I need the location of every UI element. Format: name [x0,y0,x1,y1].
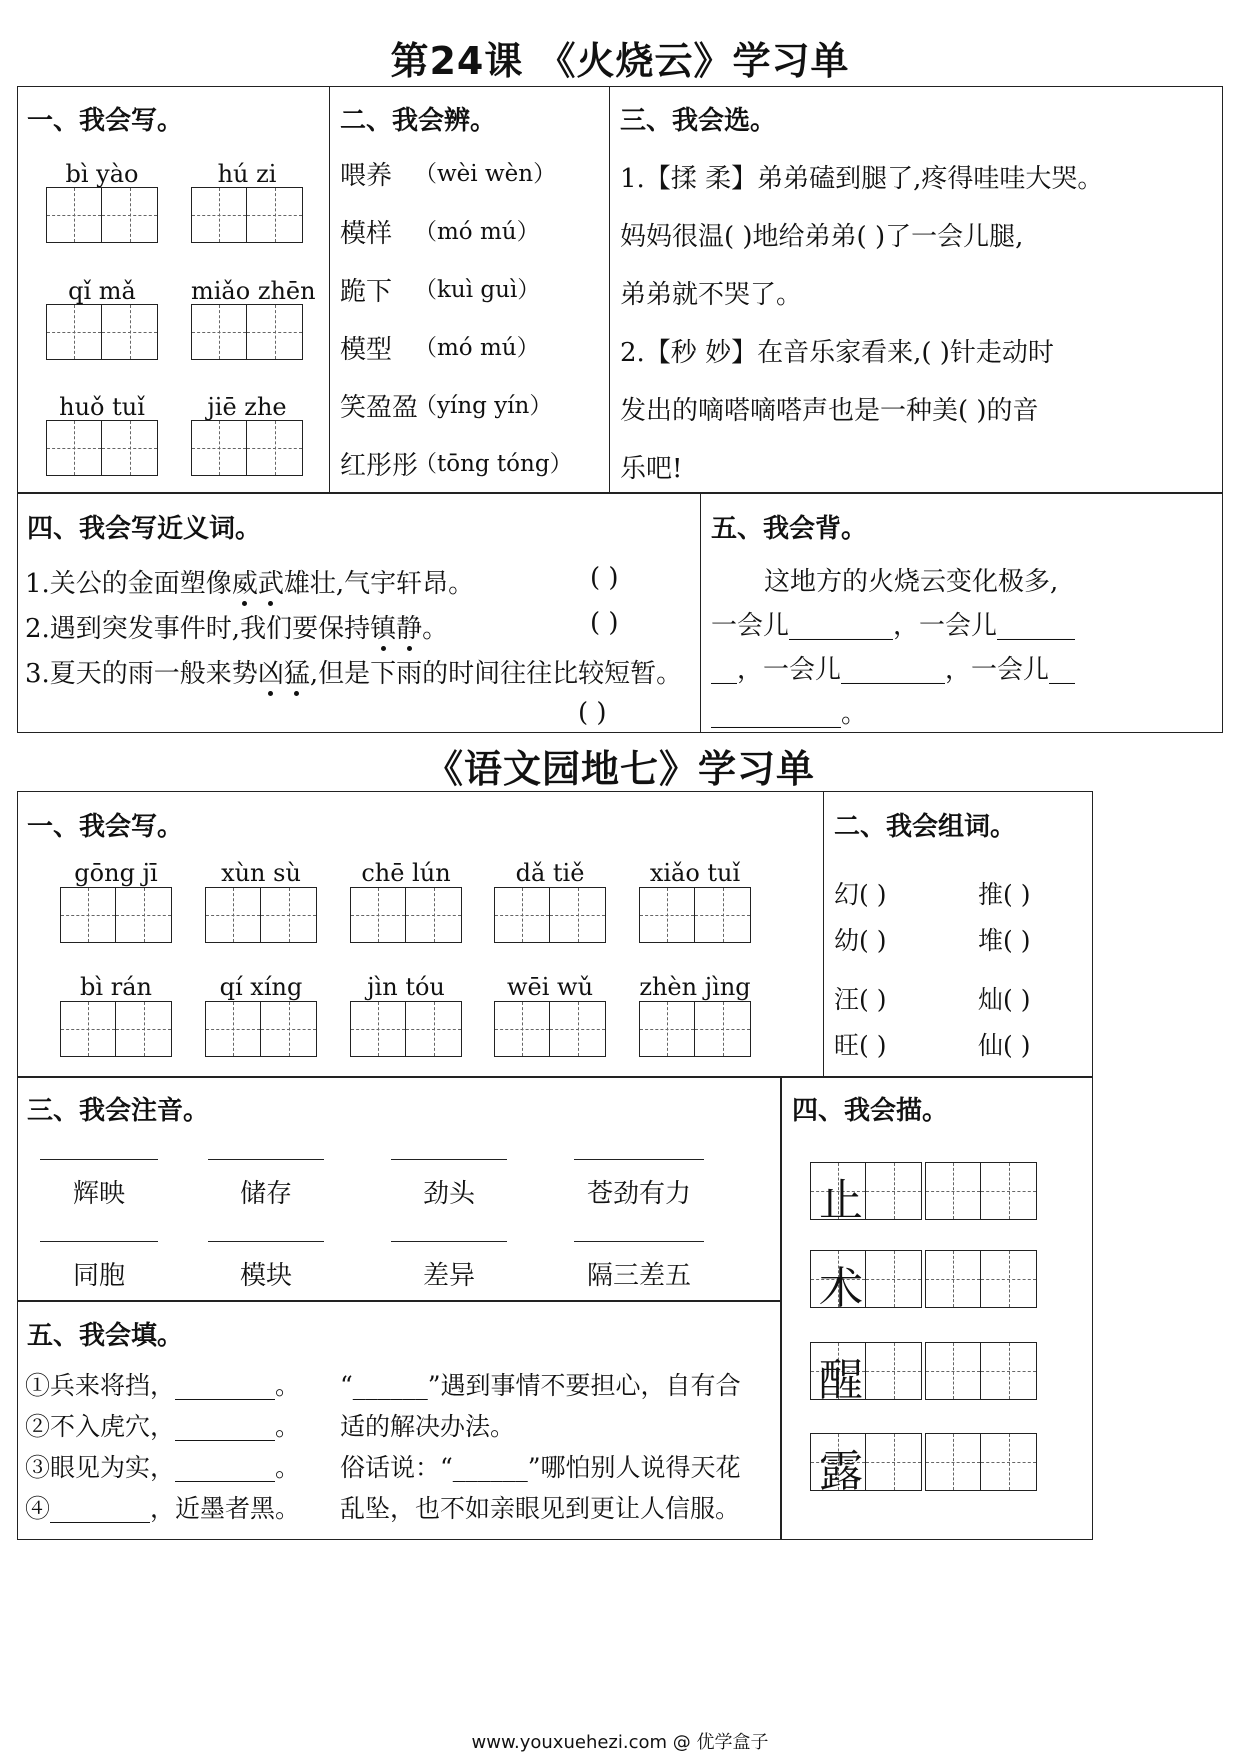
distinguish-word: 喂养 [340,161,393,191]
answer-paren[interactable]: ( ) [590,563,619,593]
synonym-sentence: 1.关公的金面塑像威武雄壮,气宇轩昂。 [25,569,475,599]
pinyin-answer-line[interactable] [208,1241,324,1242]
section-heading: 一、我会写。 [27,812,184,842]
recite-line: __，一会儿________，一会儿__ [711,655,1076,685]
trace-character: 术 [819,1263,863,1314]
writing-box[interactable] [46,420,158,476]
word-pair-blank: 幻( ) [834,880,887,909]
recite-line: 一会儿________，一会儿______ [711,611,1076,641]
pinyin-word: 模块 [239,1261,292,1291]
pinyin-label: bì yào [65,160,139,188]
section-heading: 二、我会组词。 [834,812,1017,842]
writing-box[interactable] [205,887,317,943]
writing-box[interactable] [46,187,158,243]
word-pair-blank: 灿( ) [978,985,1031,1014]
writing-box[interactable] [205,1001,317,1057]
pinyin-label: bì rán [80,973,152,1001]
pinyin-options: （kuì guì） [414,277,541,303]
synonym-sentence: 3.夏天的雨一般来势凶猛,但是下雨的时间往往比较短暂。 [25,659,683,689]
pinyin-word: 辉映 [72,1179,125,1209]
choose-line: 乐吧! [620,454,683,484]
pinyin-answer-line[interactable] [40,1241,158,1242]
pinyin-label: huǒ tuǐ [59,393,145,421]
trace-character: 露 [819,1446,863,1497]
writing-box[interactable] [925,1250,1037,1308]
pinyin-options: （mó mú） [414,219,540,245]
pinyin-word: 同胞 [72,1261,125,1291]
section-heading: 三、我会注音。 [27,1096,210,1126]
lesson1-title: 第24课 《火烧云》学习单 [390,39,850,83]
synonym-sentence: 2.遇到突发事件时,我们要保持镇静。 [25,614,449,644]
pinyin-label: jìn tóu [367,973,445,1001]
proverb-context: 适的解决办法。 [340,1412,516,1441]
pinyin-answer-line[interactable] [574,1241,704,1242]
writing-box[interactable] [191,187,303,243]
choose-line: 1.【揉 柔】弟弟磕到腿了,疼得哇哇大哭。 [620,164,1104,194]
pinyin-answer-line[interactable] [208,1159,324,1160]
writing-box[interactable] [639,887,751,943]
distinguish-word: 红彤彤 [340,451,419,481]
choose-line: 妈妈很温( )地给弟弟( )了一会儿腿, [620,222,1024,252]
writing-box[interactable] [350,887,462,943]
proverb-context: “______”遇到事情不要担心，自有合 [340,1371,741,1400]
pinyin-answer-line[interactable] [40,1159,158,1160]
section-heading: 五、我会填。 [27,1321,184,1351]
writing-box[interactable] [350,1001,462,1057]
pinyin-answer-line[interactable] [391,1159,507,1160]
word-pair-blank: 仙( ) [978,1031,1031,1060]
distinguish-word: 笑盈盈 [340,393,419,423]
pinyin-answer-line[interactable] [391,1241,507,1242]
pinyin-options: （tōng tóng） [414,451,573,477]
pinyin-answer-line[interactable] [574,1159,704,1160]
divider [609,86,610,494]
pinyin-label: dǎ tiě [515,859,585,887]
divider [700,492,701,733]
pinyin-label: zhèn jìng [639,973,751,1001]
pinyin-word: 劲头 [422,1179,475,1209]
writing-box[interactable] [60,887,172,943]
writing-box[interactable] [60,1001,172,1057]
writing-box[interactable] [925,1433,1037,1491]
recite-line: __________。 [711,699,868,729]
proverb-fill: ③眼见为实，________。 [25,1453,301,1482]
writing-box[interactable] [46,304,158,360]
word-pair-blank: 汪( ) [834,985,887,1014]
pinyin-label: qǐ mǎ [68,277,136,305]
pinyin-label: hú zi [217,160,277,188]
section-heading: 二、我会辨。 [340,106,497,136]
proverb-fill: ①兵来将挡，________。 [25,1371,301,1400]
writing-box[interactable] [494,887,606,943]
pinyin-label: gōng jī [74,859,158,887]
choose-line: 2.【秒 妙】在音乐家看来,( )针走动时 [620,338,1054,368]
pinyin-options: （mó mú） [414,335,540,361]
pinyin-label: wēi wǔ [506,973,594,1001]
lesson2-title: 《语文园地七》学习单 [424,747,815,791]
answer-paren[interactable]: ( ) [578,698,607,728]
section-heading: 四、我会描。 [792,1096,949,1126]
word-pair-blank: 堆( ) [978,926,1031,955]
trace-character: 止 [819,1175,863,1226]
distinguish-word: 跪下 [340,277,393,307]
section-heading: 一、我会写。 [27,106,184,136]
pinyin-label: chē lún [361,859,451,887]
pinyin-word: 储存 [239,1179,292,1209]
choose-line: 发出的嘀嗒嘀嗒声也是一种美( )的音 [620,396,1039,426]
pinyin-label: jiē zhe [207,393,287,421]
word-pair-blank: 旺( ) [834,1031,887,1060]
answer-paren[interactable]: ( ) [590,608,619,638]
proverb-fill: ②不入虎穴，________。 [25,1412,301,1441]
section-heading: 四、我会写近义词。 [27,514,262,544]
distinguish-word: 模型 [340,335,393,365]
proverb-context: 俗话说：“______”哪怕别人说得天花 [340,1453,741,1482]
pinyin-word: 隔三差五 [586,1261,691,1291]
word-pair-blank: 推( ) [978,880,1031,909]
distinguish-word: 模样 [340,219,393,249]
writing-box[interactable] [925,1162,1037,1220]
pinyin-options: （wèi wèn） [414,161,557,187]
writing-box[interactable] [925,1342,1037,1400]
word-pair-blank: 幼( ) [834,926,887,955]
writing-box[interactable] [191,420,303,476]
pinyin-word: 苍劲有力 [586,1179,691,1209]
footer: www.youxuehezi.com @ 优学盒子 [471,1732,769,1753]
pinyin-label: miǎo zhēn [191,277,316,305]
section-heading: 三、我会选。 [620,106,777,136]
recite-line: 这地方的火烧云变化极多, [764,567,1059,597]
proverb-fill: ④________，近墨者黑。 [25,1494,301,1523]
section-heading: 五、我会背。 [711,514,868,544]
choose-line: 弟弟就不哭了。 [620,280,803,310]
writing-box[interactable] [639,1001,751,1057]
proverb-context: 乱坠，也不如亲眼见到更让人信服。 [340,1494,741,1523]
divider [329,86,330,494]
pinyin-word: 差异 [422,1261,475,1291]
pinyin-label: xiǎo tuǐ [649,859,741,887]
trace-character: 醒 [819,1355,863,1406]
pinyin-label: xùn sù [221,859,301,887]
pinyin-options: （yíng yín） [414,393,553,419]
pinyin-label: qí xíng [219,973,303,1001]
writing-box[interactable] [494,1001,606,1057]
writing-box[interactable] [191,304,303,360]
